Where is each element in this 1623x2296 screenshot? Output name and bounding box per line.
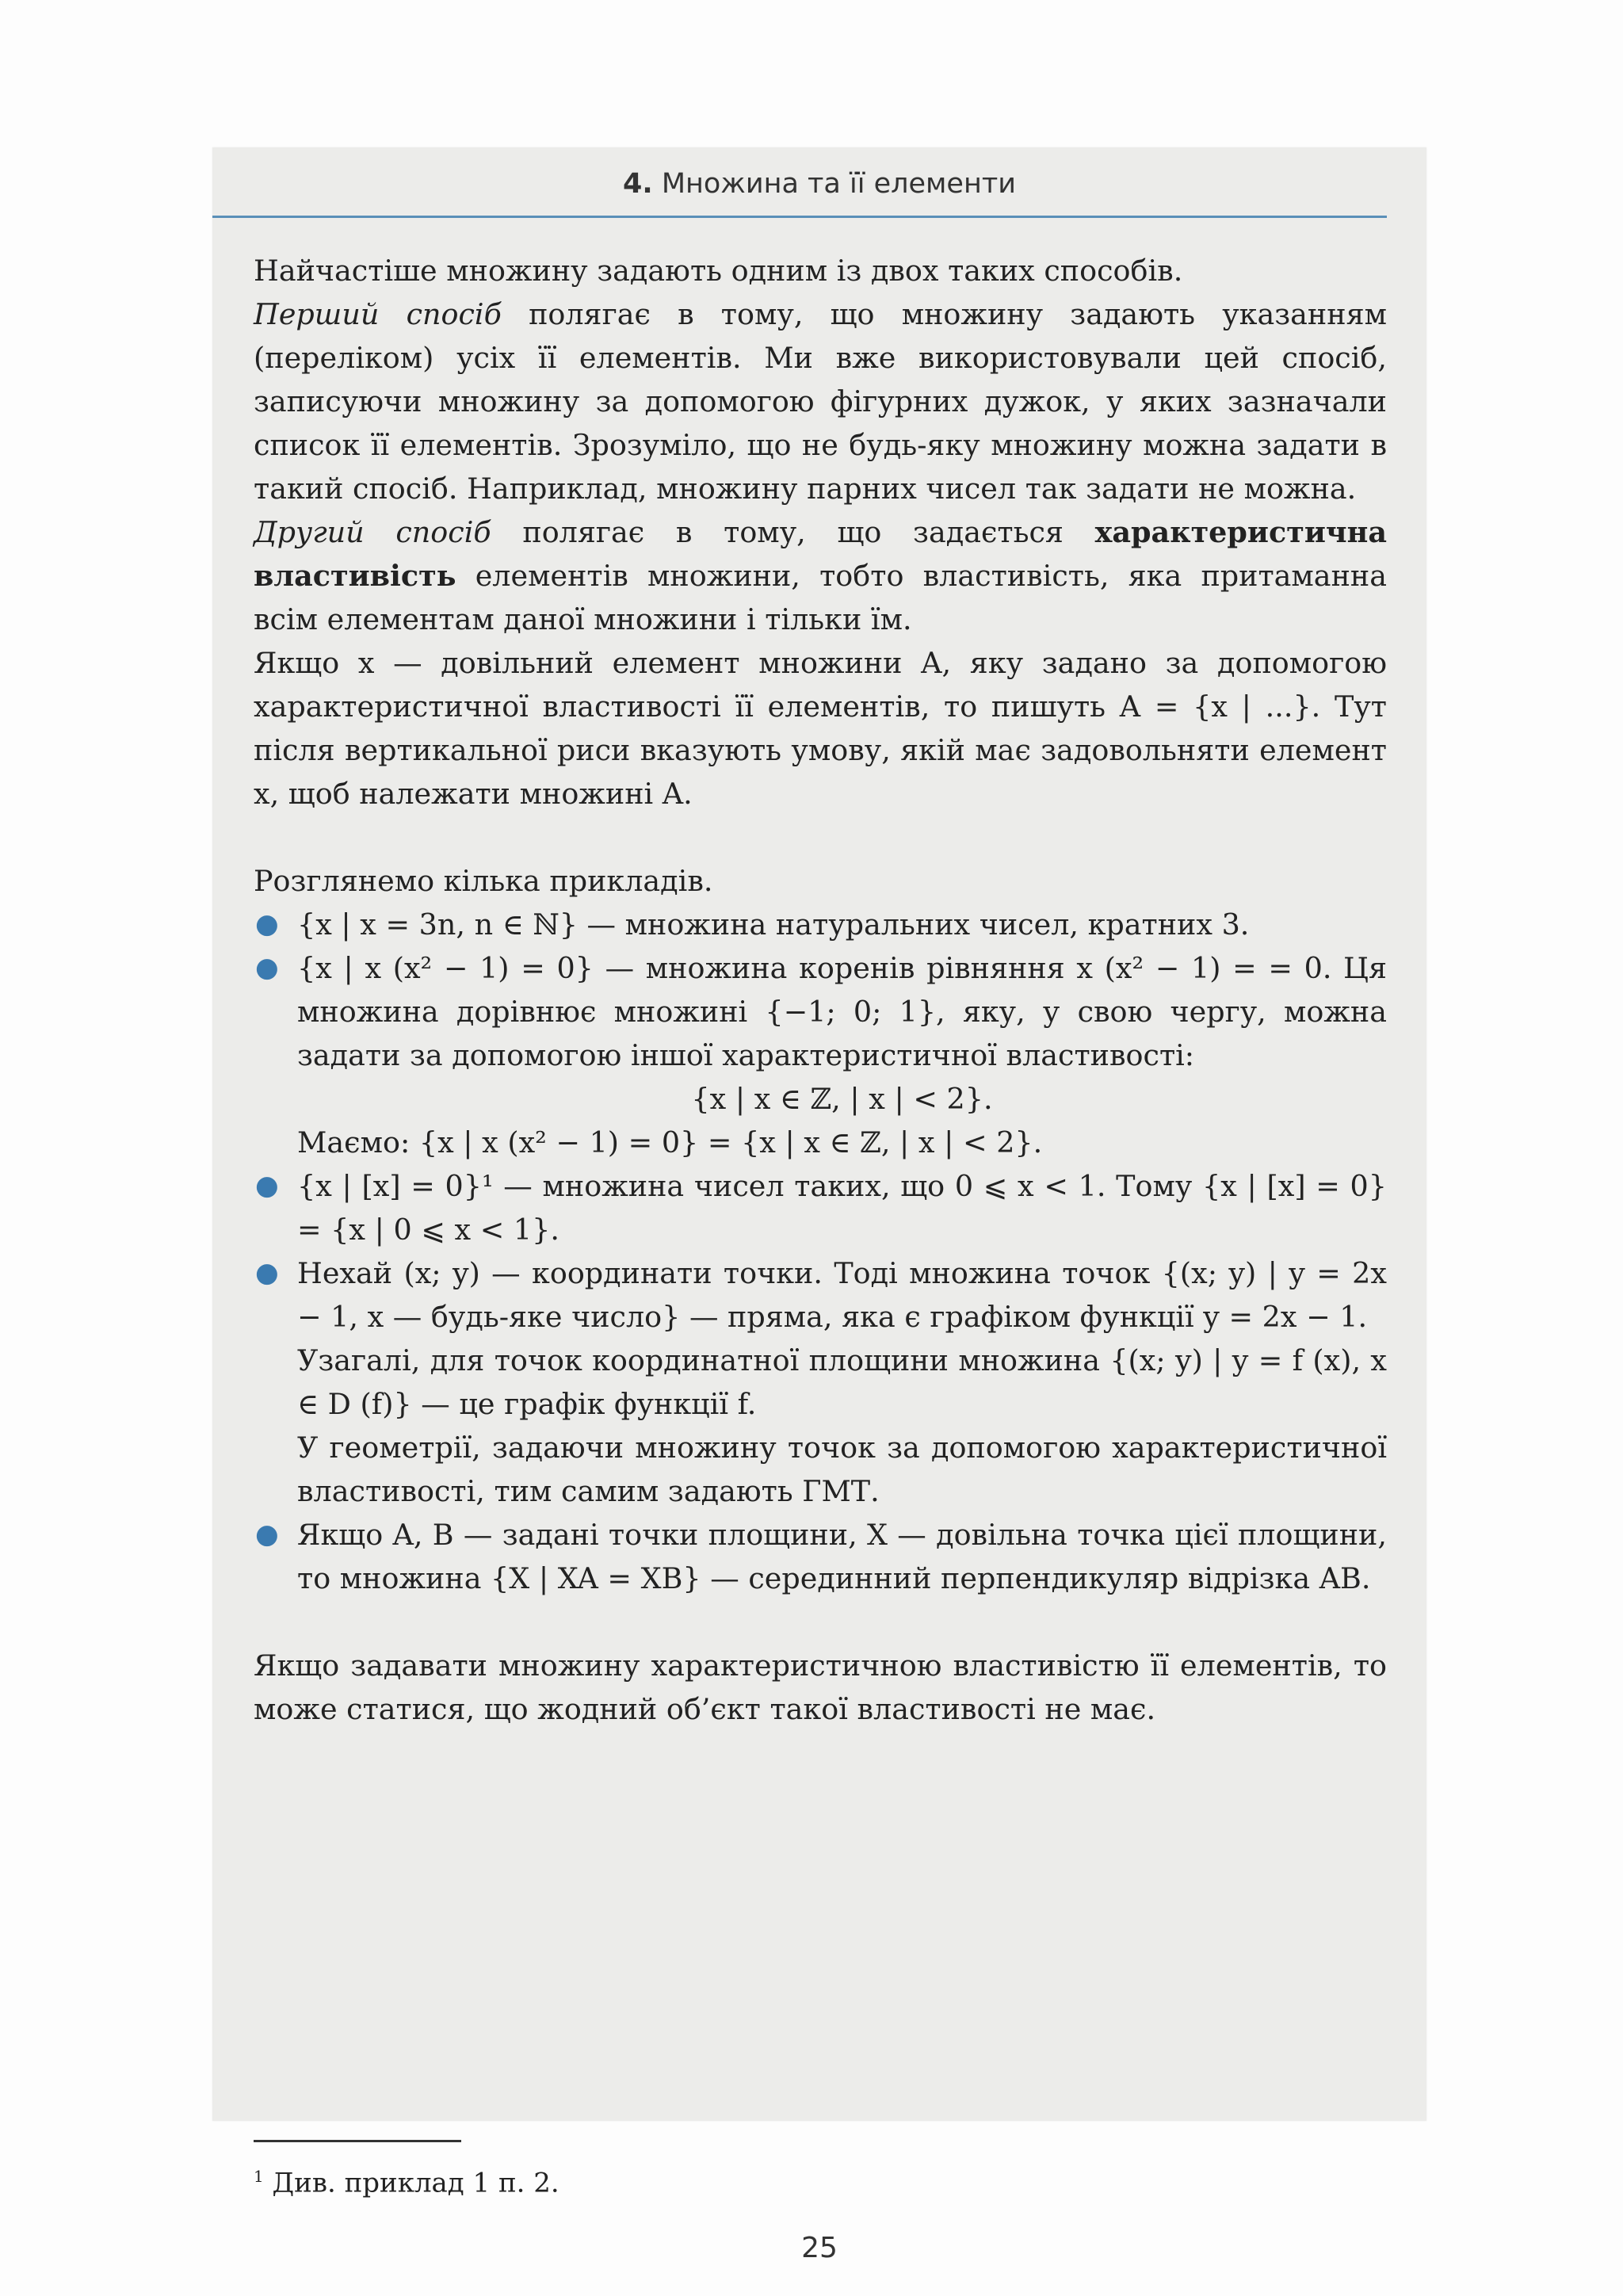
example-extra-1: Узагалі, для точок координатної площини множина {(x; y) | y = f (x), x ∈ D (f)} — це графік функції f. — [297, 1343, 1387, 1421]
paragraph-conclusion: Якщо задавати множину характеристичною властивістю її елементів, то може статися, що жодний об’єкт такої властивості не має. — [254, 1648, 1387, 1726]
header-rule — [212, 216, 1387, 218]
first-method-text: полягає в тому, що множину задають указанням (переліком) усіх її елементів. Ми вже використовували цей спосіб, записуючи множину за допомогою фігурних дужок, у яких зазначали список її елементів. Зрозуміло, що не будь-яку множину можна задати в такий спосіб. Наприклад, множину парних чисел так задати не можна. — [254, 297, 1387, 506]
example-text: {x | x (x² − 1) = 0} — множина коренів рівняння x (x² − 1) = = 0. Ця множина дорівнює множині {−1; 0; 1}, яку, у свою чергу, можна задати за допомогою іншої характеристичної властивості: — [297, 951, 1387, 1072]
footnote-mark: 1 — [254, 2167, 264, 2186]
footnote-rule — [254, 2140, 461, 2142]
list-item — [254, 946, 1387, 1164]
paragraph-second-method — [254, 510, 1387, 641]
example-text: Якщо A, B — задані точки площини, X — довільна точка цієї площини, то множина {X | XA = XB} — серединний перпендикуляр відрізка AB. — [297, 1518, 1387, 1595]
examples-list — [254, 903, 1387, 1600]
paragraph-intro: Найчастіше множину задають одним із двох таких способів. — [254, 254, 1183, 288]
book-page — [212, 147, 1426, 2264]
first-method-title: Перший спосіб — [254, 297, 502, 331]
second-method-title: Другий спосіб — [254, 515, 491, 549]
paragraph-examples-intro: Розглянемо кілька прикладів. — [254, 864, 713, 898]
bullet-icon: ● — [255, 1257, 279, 1289]
example-formula: {x | x ∈ ℤ, | x | < 2}. — [691, 1082, 993, 1116]
section-title: Множина та її елементи — [661, 168, 1016, 200]
footnote-text: Див. приклад 1 п. 2. — [263, 2167, 559, 2199]
page-number: 25 — [801, 2232, 838, 2264]
example-after: Маємо: {x | x (x² − 1) = 0} = {x | x ∈ ℤ, | x | < 2}. — [297, 1125, 1043, 1159]
example-text: {x | [x] = 0}¹ — множина чисел таких, що 0 ⩽ x < 1. Тому {x | [x] = 0} = {x | 0 ⩽ x < 1}. — [297, 1169, 1387, 1247]
bullet-icon: ● — [255, 1170, 279, 1201]
running-header — [212, 168, 1426, 200]
bullet-icon: ● — [255, 952, 279, 984]
second-method-text-a: полягає в тому, що задається — [491, 515, 1095, 549]
list-item — [254, 1513, 1387, 1600]
bullet-icon: ● — [255, 1519, 279, 1550]
paragraph-notation: Якщо x — довільний елемент множини A, яку задано за допомогою характеристичної властивості її елементів, то пишуть A = {x | ...}. Тут після вертикальної риси вказують умову, якій має задовольняти елемент x, щоб належати множині A. — [254, 646, 1387, 811]
example-text: Нехай (x; y) — координати точки. Тоді множина точок {(x; y) | y = 2x − 1, x — будь-яке число} — пряма, яка є графіком функції y = 2x − 1. — [297, 1256, 1387, 1334]
section-number: 4. — [623, 168, 653, 200]
example-text: {x | x = 3n, n ∈ ℕ} — множина натуральних чисел, кратних 3. — [297, 907, 1250, 942]
bullet-icon: ● — [255, 908, 279, 940]
second-method-bold: характеристична властивість — [254, 515, 1387, 593]
page-body — [254, 249, 1387, 1731]
footnote — [254, 2167, 559, 2199]
second-method-text-b: елементів множини, тобто властивість, яка притаманна всім елементам даної множини і тільки їм. — [254, 559, 1387, 636]
example-extra-2: У геометрії, задаючи множину точок за допомогою характеристичної властивості, тим самим задають ГМТ. — [297, 1431, 1387, 1508]
list-item — [254, 903, 1387, 946]
paragraph-first-method — [254, 292, 1387, 510]
list-item — [254, 1251, 1387, 1513]
list-item — [254, 1164, 1387, 1251]
